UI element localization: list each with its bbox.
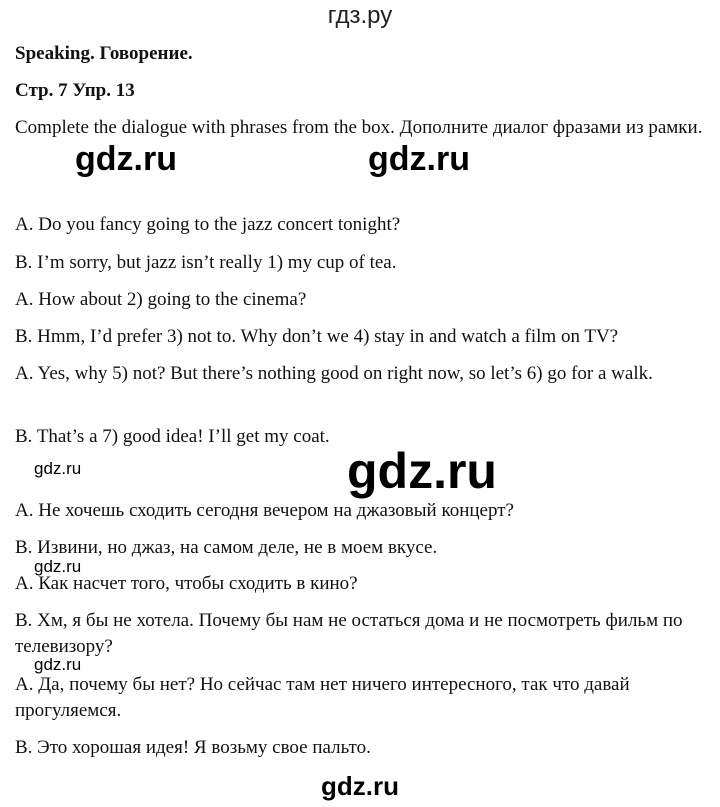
watermark: gdz.ru	[75, 140, 177, 178]
dialogue-line-en: A. How about 2) going to the cinema?	[15, 289, 307, 310]
watermark: gdz.ru	[347, 443, 497, 499]
watermark: gdz.ru	[34, 557, 82, 576]
watermark: gdz.ru	[321, 771, 399, 801]
dialogue-line-ru: А. Как насчет того, чтобы сходить в кино?	[15, 573, 358, 594]
dialogue-line-ru: А. Да, почему бы нет? Но сейчас там нет ничего интересного, так что давай прогуляемся.	[15, 674, 630, 721]
exercise-title: Стр. 7 Упр. 13	[15, 80, 135, 101]
dialogue-line-ru: В. Это хорошая идея! Я возьму свое пальто.	[15, 737, 371, 758]
dialogue-line-en: B. Hmm, I’d prefer 3) not to. Why don’t we 4) stay in and watch a film on TV?	[15, 326, 619, 347]
dialogue-line-en: A. Yes, why 5) not? But there’s nothing good on right now, so let’s 6) go for a walk.	[15, 363, 653, 384]
instruction-text: Complete the dialogue with phrases from the box. Дополните диалог фразами из рамки.	[15, 117, 703, 138]
dialogue-line-ru: В. Хм, я бы не хотела. Почему бы нам не остаться дома и не посмотреть фильм по телевизору?	[15, 610, 683, 657]
dialogue-line-en: B. I’m sorry, but jazz isn’t really 1) my cup of tea.	[15, 252, 397, 273]
dialogue-line-en: A. Do you fancy going to the jazz concert tonight?	[15, 214, 401, 235]
watermark: gdz.ru	[34, 459, 82, 478]
dialogue-line-ru: В. Извини, но джаз, на самом деле, не в моем вкусе.	[15, 537, 438, 558]
dialogue-line-en: B. That’s a 7) good idea! I’ll get my coat.	[15, 426, 330, 447]
watermark: gdz.ru	[368, 140, 470, 178]
site-title: гдз.ру	[327, 2, 393, 29]
watermark: gdz.ru	[34, 655, 82, 674]
section-title: Speaking. Говорение.	[15, 43, 193, 64]
dialogue-line-ru: А. Не хочешь сходить сегодня вечером на джазовый концерт?	[15, 500, 514, 521]
